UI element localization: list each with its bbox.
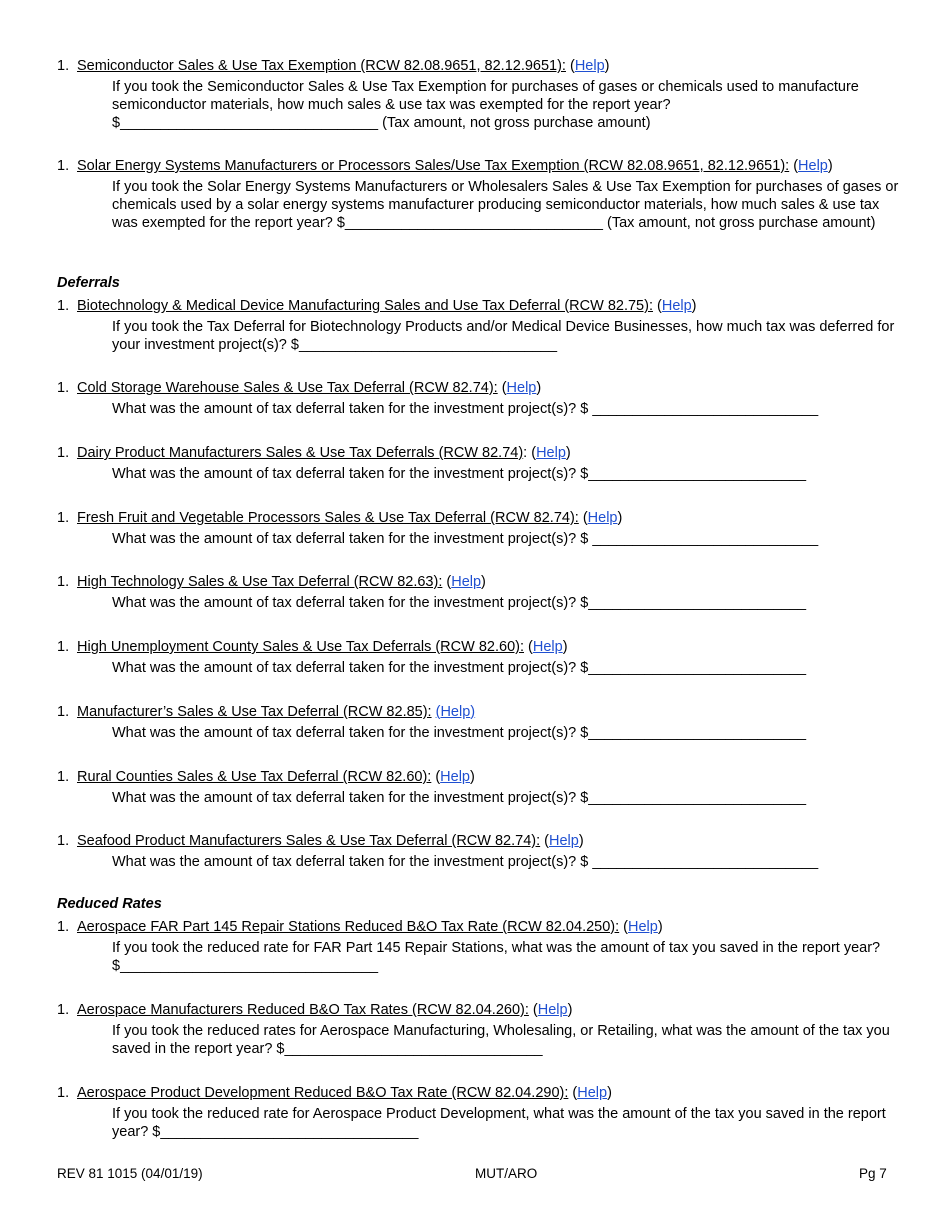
help-link[interactable]: Help <box>440 769 470 785</box>
item-question: What was the amount of tax deferral taken for the investment project(s)? $ ____________________________ <box>112 401 819 417</box>
list-number: 1. <box>57 769 70 785</box>
item-title: Aerospace Product Development Reduced B&O Tax Rate (RCW 82.04.290): <box>77 1085 569 1101</box>
footer-page-number: Pg 7 <box>859 1166 887 1181</box>
section-heading-deferrals: Deferrals <box>57 275 120 291</box>
help-link[interactable]: Help <box>451 574 482 590</box>
list-number: 1. <box>57 833 70 849</box>
help-link[interactable]: Help <box>574 58 605 74</box>
list-number: 1. <box>57 639 70 655</box>
item-cold-storage <box>57 379 907 418</box>
item-heading: 1. High Unemployment County Sales & Use Tax Deferrals (RCW 82.60): (Help) <box>57 639 568 655</box>
list-number: 1. <box>57 445 70 461</box>
list-number: 1. <box>57 380 70 396</box>
list-number: 1. <box>57 704 70 720</box>
item-question: What was the amount of tax deferral taken for the investment project(s)? $___________________________ <box>112 790 807 806</box>
help-link[interactable]: Help <box>440 704 471 720</box>
item-high-technology <box>57 573 907 612</box>
help-link[interactable]: Help <box>661 298 692 314</box>
item-title: Cold Storage Warehouse Sales & Use Tax Deferral (RCW 82.74): <box>77 380 498 396</box>
item-heading: 1. Semiconductor Sales & Use Tax Exemption (RCW 82.08.9651, 82.12.9651): (Help) <box>57 58 610 74</box>
item-heading: 1. Dairy Product Manufacturers Sales & Use Tax Deferrals (RCW 82.74): (Help) <box>57 445 571 461</box>
item-heading: 1. Fresh Fruit and Vegetable Processors Sales & Use Tax Deferral (RCW 82.74): (Help) <box>57 510 623 526</box>
help-link[interactable]: Help <box>537 1002 568 1018</box>
list-number: 1. <box>57 298 70 314</box>
item-heading: 1. Cold Storage Warehouse Sales & Use Tax Deferral (RCW 82.74): (Help) <box>57 380 542 396</box>
item-title: Biotechnology & Medical Device Manufacturing Sales and Use Tax Deferral (RCW 82.75): <box>77 298 653 314</box>
item-title: Aerospace FAR Part 145 Repair Stations Reduced B&O Tax Rate (RCW 82.04.250): <box>77 919 620 935</box>
item-far-145 <box>57 918 907 975</box>
list-number: 1. <box>57 510 70 526</box>
help-link[interactable]: Help <box>506 380 537 396</box>
help-link[interactable]: Help <box>577 1085 608 1101</box>
help-link[interactable]: Help <box>628 919 658 935</box>
item-seafood <box>57 832 907 871</box>
item-question: What was the amount of tax deferral taken for the investment project(s)? $___________________________ <box>112 725 807 741</box>
list-number: 1. <box>57 58 70 74</box>
list-number: 1. <box>57 1002 70 1018</box>
item-fresh-fruit <box>57 509 907 548</box>
list-number: 1. <box>57 919 70 935</box>
item-solar <box>57 157 907 232</box>
item-semiconductor <box>57 57 907 132</box>
help-link[interactable]: Help <box>587 510 618 526</box>
section-heading-reduced-rates: Reduced Rates <box>57 896 162 912</box>
item-question: What was the amount of tax deferral taken for the investment project(s)? $___________________________ <box>112 466 807 482</box>
item-heading: 1. Aerospace FAR Part 145 Repair Stations Reduced B&O Tax Rate (RCW 82.04.250): (Help) <box>57 919 663 935</box>
list-number: 1. <box>57 158 70 174</box>
item-heading: 1. Aerospace Manufacturers Reduced B&O Tax Rates (RCW 82.04.260): (Help) <box>57 1002 573 1018</box>
item-question: If you took the reduced rates for Aerospace Manufacturing, Wholesaling, or Retailing, what was the amount of the tax you saved in the report year? $________________________________ <box>112 1023 890 1057</box>
help-link[interactable]: Help <box>536 445 566 461</box>
item-heading: 1. Biotechnology & Medical Device Manufacturing Sales and Use Tax Deferral (RCW 82.75): (Help) <box>57 298 697 314</box>
item-title: Aerospace Manufacturers Reduced B&O Tax Rates (RCW 82.04.260): <box>77 1002 529 1018</box>
item-dairy <box>57 444 907 483</box>
help-link[interactable]: Help <box>549 833 579 849</box>
footer-form-id: REV 81 1015 (04/01/19) <box>57 1166 203 1181</box>
item-manufacturers <box>57 703 907 742</box>
help-link[interactable]: Help <box>532 639 563 655</box>
item-title: Semiconductor Sales & Use Tax Exemption (RCW 82.08.9651, 82.12.9651): <box>77 58 566 74</box>
item-aerospace-manufacturers <box>57 1001 907 1058</box>
item-title: Rural Counties Sales & Use Tax Deferral (RCW 82.60): <box>77 769 432 785</box>
item-title: Dairy Product Manufacturers Sales & Use Tax Deferrals (RCW 82.74) <box>77 445 524 461</box>
list-number: 1. <box>57 1085 70 1101</box>
item-title: Fresh Fruit and Vegetable Processors Sales & Use Tax Deferral (RCW 82.74): <box>77 510 579 526</box>
item-heading: 1. Seafood Product Manufacturers Sales & Use Tax Deferral (RCW 82.74): (Help) <box>57 833 584 849</box>
list-number: 1. <box>57 574 70 590</box>
item-title: High Technology Sales & Use Tax Deferral (RCW 82.63): <box>77 574 443 590</box>
item-rural-counties <box>57 768 907 807</box>
footer-center: MUT/ARO <box>475 1166 538 1181</box>
item-question: If you took the reduced rate for Aerospace Product Development, what was the amount of the tax you saved in the report year? $________________________________ <box>112 1106 886 1140</box>
item-title: Solar Energy Systems Manufacturers or Processors Sales/Use Tax Exemption (RCW 82.08.9651, 82.12.9651): <box>77 158 790 174</box>
item-heading: 1. Aerospace Product Development Reduced B&O Tax Rate (RCW 82.04.290): (Help) <box>57 1085 612 1101</box>
item-question: What was the amount of tax deferral taken for the investment project(s)? $___________________________ <box>112 660 807 676</box>
item-heading: 1. High Technology Sales & Use Tax Deferral (RCW 82.63): (Help) <box>57 574 486 590</box>
item-question: If you took the Tax Deferral for Biotechnology Products and/or Medical Device Businesses, how much tax was deferred for your investment project(s)? $________________________________ <box>112 319 895 353</box>
item-heading: 1. Rural Counties Sales & Use Tax Deferral (RCW 82.60): (Help) <box>57 769 475 785</box>
help-link[interactable]: Help <box>798 158 828 174</box>
item-question: What was the amount of tax deferral taken for the investment project(s)? $ ____________________________ <box>112 854 819 870</box>
item-question: What was the amount of tax deferral taken for the investment project(s)? $ ____________________________ <box>112 531 819 547</box>
item-heading: 1. Manufacturer’s Sales & Use Tax Deferral (RCW 82.85): (Help) <box>57 704 476 720</box>
item-title: Seafood Product Manufacturers Sales & Use Tax Deferral (RCW 82.74): <box>77 833 541 849</box>
item-heading: 1. Solar Energy Systems Manufacturers or Processors Sales/Use Tax Exemption (RCW 82.08.9651, 82.12.9651): (Help) <box>57 158 833 174</box>
item-title: Manufacturer’s Sales & Use Tax Deferral (RCW 82.85): <box>77 704 432 720</box>
item-question: If you took the Semiconductor Sales & Use Tax Exemption for purchases of gases or chemicals used to manufacture semiconductor materials, how much sales & use tax was exempted for the report year? $________________________________ (Tax amount, not gross purchase amount) <box>112 79 859 131</box>
item-aerospace-development <box>57 1084 907 1141</box>
item-biotech <box>57 297 907 354</box>
item-question: If you took the Solar Energy Systems Manufacturers or Wholesalers Sales & Use Tax Exemption for purchases of gases or chemicals used by a solar energy systems manufacturer producing semiconductor materials, how much sales & use tax was exempted for the report year? $________________________________ (Tax amount, not gross purchase amount) <box>112 179 899 231</box>
item-title: High Unemployment County Sales & Use Tax Deferrals (RCW 82.60): <box>77 639 524 655</box>
colon: : <box>523 445 528 461</box>
item-high-unemployment <box>57 638 907 677</box>
item-question: What was the amount of tax deferral taken for the investment project(s)? $___________________________ <box>112 595 807 611</box>
item-question: If you took the reduced rate for FAR Part 145 Repair Stations, what was the amount of tax you saved in the report year? $________________________________ <box>112 940 881 974</box>
